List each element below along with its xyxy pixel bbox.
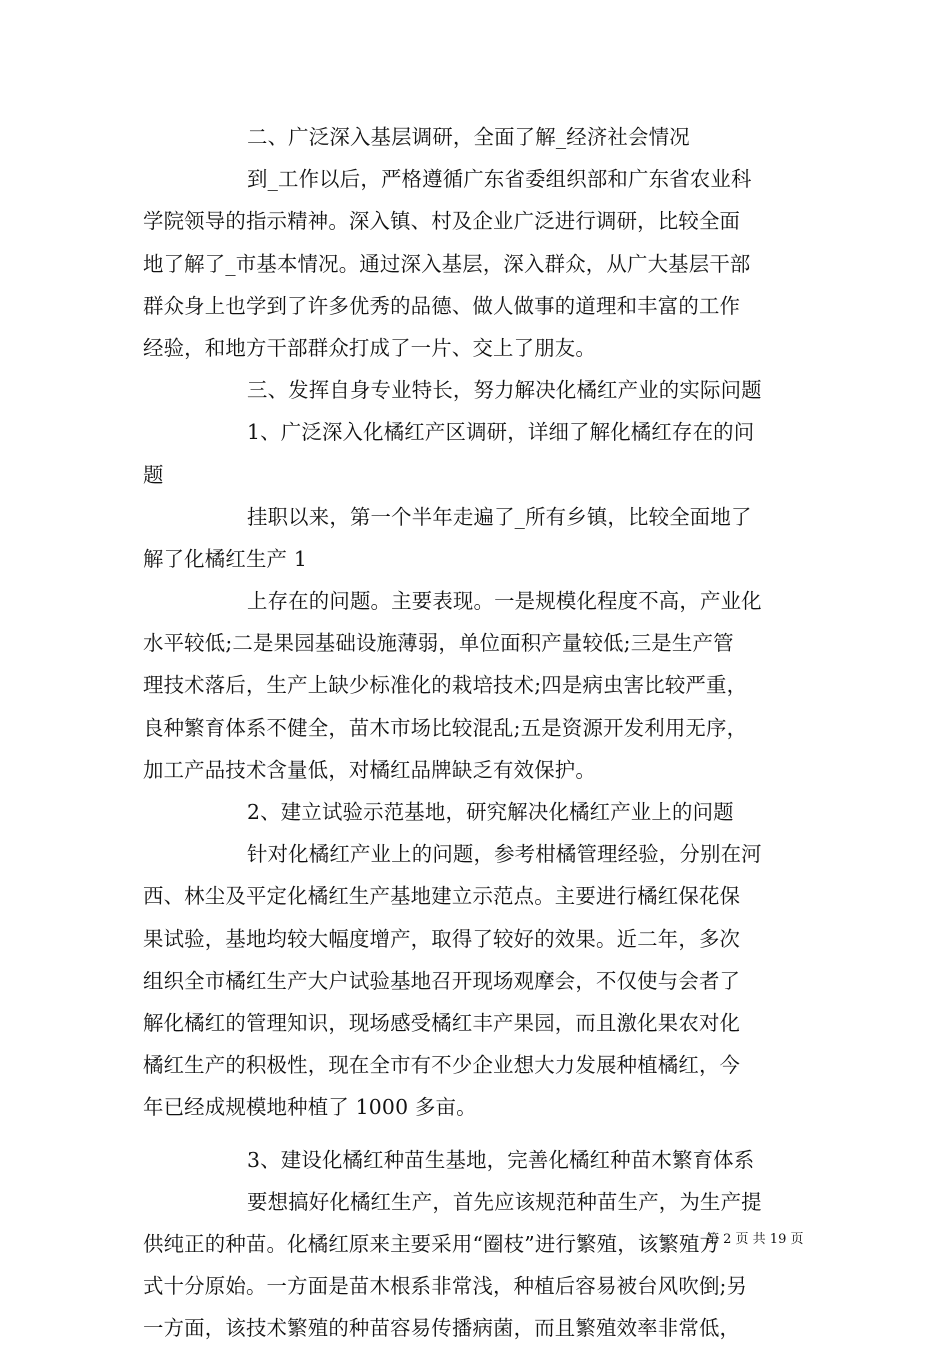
- paragraph-line: 果试验，基地均较大幅度增产，取得了较好的效果。近二年，多次: [143, 926, 741, 951]
- subsection-heading: 3、建设化橘红种苗生基地，完善化橘红种苗木繁育体系: [247, 1147, 755, 1172]
- paragraph-line: 地了解了_市基本情况。通过深入基层，深入群众，从广大基层干部: [143, 251, 751, 276]
- paragraph-line: 加工产品技术含量低，对橘红品牌缺乏有效保护。: [143, 757, 596, 782]
- document-body: [143, 116, 810, 1349]
- subsection-heading: 题: [143, 462, 164, 487]
- paragraph-line: 组织全市橘红生产大户试验基地召开现场观摩会，不仅使与会者了: [143, 968, 741, 993]
- paragraph-line: 式十分原始。一方面是苗木根系非常浅，种植后容易被台风吹倒;另: [143, 1274, 748, 1299]
- paragraph-line: 一方面，该技术繁殖的种苗容易传播病菌，而且繁殖效率非常低，: [143, 1316, 741, 1341]
- paragraph-line: 群众身上也学到了许多优秀的品德、做人做事的道理和丰富的工作: [143, 293, 741, 318]
- subsection-heading: 2、建立试验示范基地，研究解决化橘红产业上的问题: [247, 800, 734, 824]
- paragraph-line: 学院领导的指示精神。深入镇、村及企业广泛进行调研，比较全面: [143, 209, 741, 234]
- paragraph-spacer: [143, 1129, 810, 1139]
- paragraph-line: 理技术落后，生产上缺少标准化的栽培技术;四是病虫害比较严重，: [143, 673, 748, 698]
- paragraph-line: 到_工作以后，严格遵循广东省委组织部和广东省农业科: [247, 167, 752, 192]
- paragraph-line: 挂职以来，第一个半年走遍了_所有乡镇，比较全面地了: [247, 504, 752, 529]
- paragraph-line: 年已经成规模地种植了 1000 多亩。: [143, 1095, 477, 1120]
- paragraph-line: 水平较低;二是果园基础设施薄弱，单位面积产量较低;三是生产管: [143, 631, 734, 656]
- paragraph-line: 供纯正的种苗。化橘红原来主要采用“圈枝”进行繁殖，该繁殖方: [143, 1231, 721, 1256]
- paragraph-line: 要想搞好化橘红生产，首先应该规范种苗生产，为生产提: [247, 1189, 762, 1214]
- subsection-heading: 1、广泛深入化橘红产区调研，详细了解化橘红存在的问: [247, 420, 755, 445]
- paragraph-line: 西、林尘及平定化橘红生产基地建立示范点。主要进行橘红保花保: [143, 884, 741, 909]
- page-number-footer: 第 2 页 共 19 页: [706, 1232, 804, 1247]
- section-heading: 三、发挥自身专业特长，努力解决化橘红产业的实际问题: [247, 378, 762, 403]
- paragraph-line: 良种繁育体系不健全，苗木市场比较混乱;五是资源开发利用无序，: [143, 715, 748, 740]
- paragraph-line: 经验，和地方干部群众打成了一片、交上了朋友。: [143, 335, 596, 360]
- paragraph-line: 解化橘红的管理知识，现场感受橘红丰产果园，而且激化果农对化: [143, 1010, 741, 1035]
- paragraph-line: 上存在的问题。主要表现。一是规模化程度不高，产业化: [247, 589, 762, 614]
- section-heading: 二、广泛深入基层调研，全面了解_经济社会情况: [247, 125, 690, 149]
- paragraph-line: 针对化橘红产业上的问题，参考柑橘管理经验，分别在河: [247, 842, 762, 867]
- paragraph-line: 橘红生产的积极性，现在全市有不少企业想大力发展种植橘红，今: [143, 1053, 741, 1078]
- paragraph-line: 解了化橘红生产 1: [143, 546, 307, 571]
